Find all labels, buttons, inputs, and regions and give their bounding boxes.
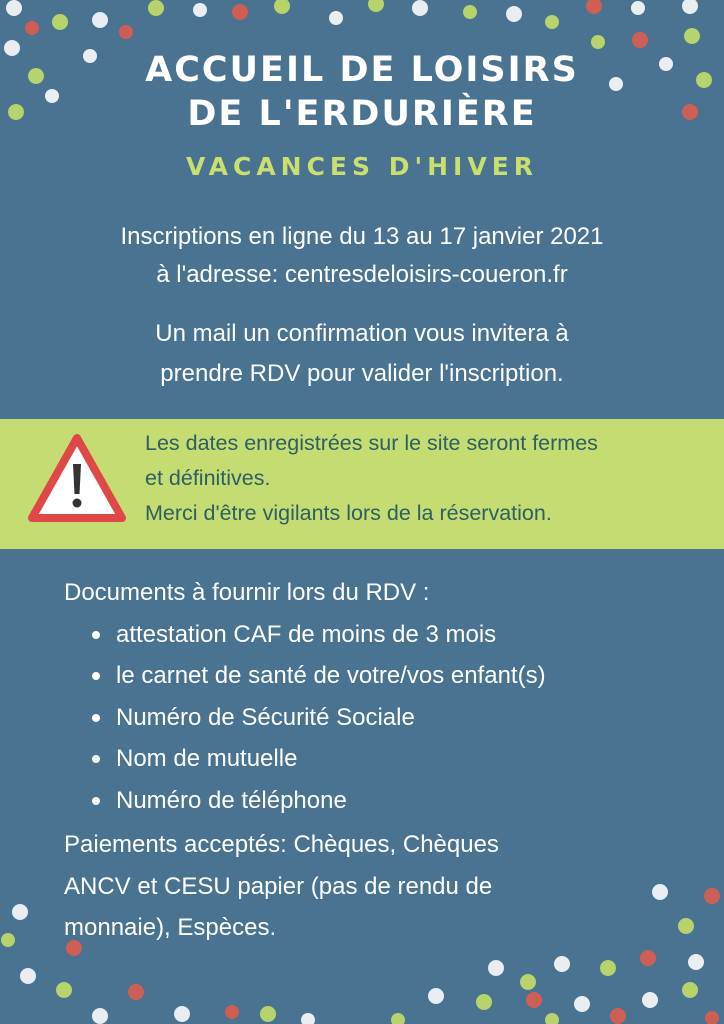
poster-subtitle: VACANCES D'HIVER — [185, 152, 539, 181]
dot — [193, 3, 207, 17]
dot — [391, 1013, 405, 1024]
dot — [545, 15, 559, 29]
bullet-icon — [92, 631, 100, 639]
registration-dates: Inscriptions en ligne du 13 au 17 janvier 2021 — [120, 223, 604, 250]
document-label: attestation CAF de moins de 3 mois — [116, 620, 497, 648]
dot — [684, 28, 700, 44]
dot — [586, 0, 602, 14]
document-label: Numéro de Sécurité Sociale — [116, 703, 415, 731]
dot — [368, 0, 384, 12]
warning-line-3: Merci d'être vigilants lors de la réservation. — [145, 501, 552, 525]
dot — [640, 950, 656, 966]
registration-info — [20, 218, 704, 294]
dot — [12, 904, 28, 920]
confirmation-line-2: prendre RDV pour valider l'inscription. — [160, 360, 564, 387]
dot — [56, 982, 72, 998]
dot — [428, 988, 444, 1004]
warning-triangle-icon — [26, 432, 128, 526]
dot — [174, 1006, 190, 1022]
dot — [506, 6, 522, 22]
dot — [476, 994, 492, 1010]
dot — [488, 960, 504, 976]
list-item — [64, 697, 714, 739]
bullet-icon — [92, 672, 100, 680]
dot — [591, 35, 605, 49]
document-label: le carnet de santé de votre/vos enfant(s) — [116, 662, 546, 689]
dot — [20, 968, 36, 984]
list-item — [64, 780, 714, 822]
payments-line-3: monnaie), Espèces. — [64, 914, 277, 941]
dot — [520, 974, 536, 990]
dot — [610, 1008, 626, 1024]
payments-info — [64, 824, 664, 949]
dot — [704, 888, 720, 904]
list-item — [64, 738, 714, 780]
dot — [92, 12, 108, 28]
dot — [148, 0, 164, 16]
dot — [6, 0, 22, 16]
dot — [545, 1013, 559, 1024]
payments-line-2: ANCV et CESU papier (pas de rendu de — [64, 872, 493, 900]
registration-address: à l'adresse: centresdeloisirs-coueron.fr — [156, 261, 568, 288]
dot — [463, 5, 477, 19]
warning-line-1: Les dates enregistrées sur le site seront fermes — [145, 431, 598, 455]
list-item — [64, 614, 714, 656]
dot — [225, 1005, 239, 1019]
dot — [642, 992, 658, 1008]
warning-message — [145, 426, 720, 531]
dot — [631, 1, 645, 15]
dot — [92, 1008, 108, 1024]
bullet-icon — [92, 755, 100, 763]
dot — [232, 4, 248, 20]
dot — [682, 0, 698, 14]
dot — [554, 956, 570, 972]
documents-list — [64, 614, 714, 822]
dot — [678, 918, 694, 934]
dot — [705, 1011, 719, 1024]
dot — [526, 992, 542, 1008]
dot — [1, 933, 15, 947]
confirmation-line-1: Un mail un confirmation vous invitera à — [155, 320, 569, 347]
list-item — [64, 655, 714, 697]
dot — [329, 11, 343, 25]
bullet-icon — [92, 714, 100, 722]
poster-title — [0, 48, 724, 136]
dot — [25, 21, 39, 35]
dot — [260, 1006, 276, 1022]
dot — [301, 1013, 315, 1024]
bullet-icon — [92, 797, 100, 805]
dot — [682, 982, 698, 998]
dot — [128, 984, 144, 1000]
dot — [52, 14, 68, 30]
payments-line-1: Paiements acceptés: Chèques, Chèques — [64, 831, 499, 858]
dot — [632, 32, 648, 48]
dot — [600, 960, 616, 976]
dot — [119, 25, 133, 39]
dot — [274, 0, 290, 14]
document-label: Nom de mutuelle — [116, 745, 298, 772]
documents-section — [64, 572, 714, 821]
dot — [412, 0, 428, 16]
dot — [688, 954, 704, 970]
title-line-1: ACCUEIL DE LOISIRS — [145, 50, 579, 90]
dot — [574, 996, 590, 1012]
warning-line-2: et définitives. — [145, 466, 271, 490]
confirmation-info — [20, 314, 704, 394]
document-label: Numéro de téléphone — [116, 786, 347, 814]
documents-title: Documents à fournir lors du RDV : — [64, 579, 430, 606]
title-line-2: DE L'ERDURIÈRE — [187, 94, 537, 134]
